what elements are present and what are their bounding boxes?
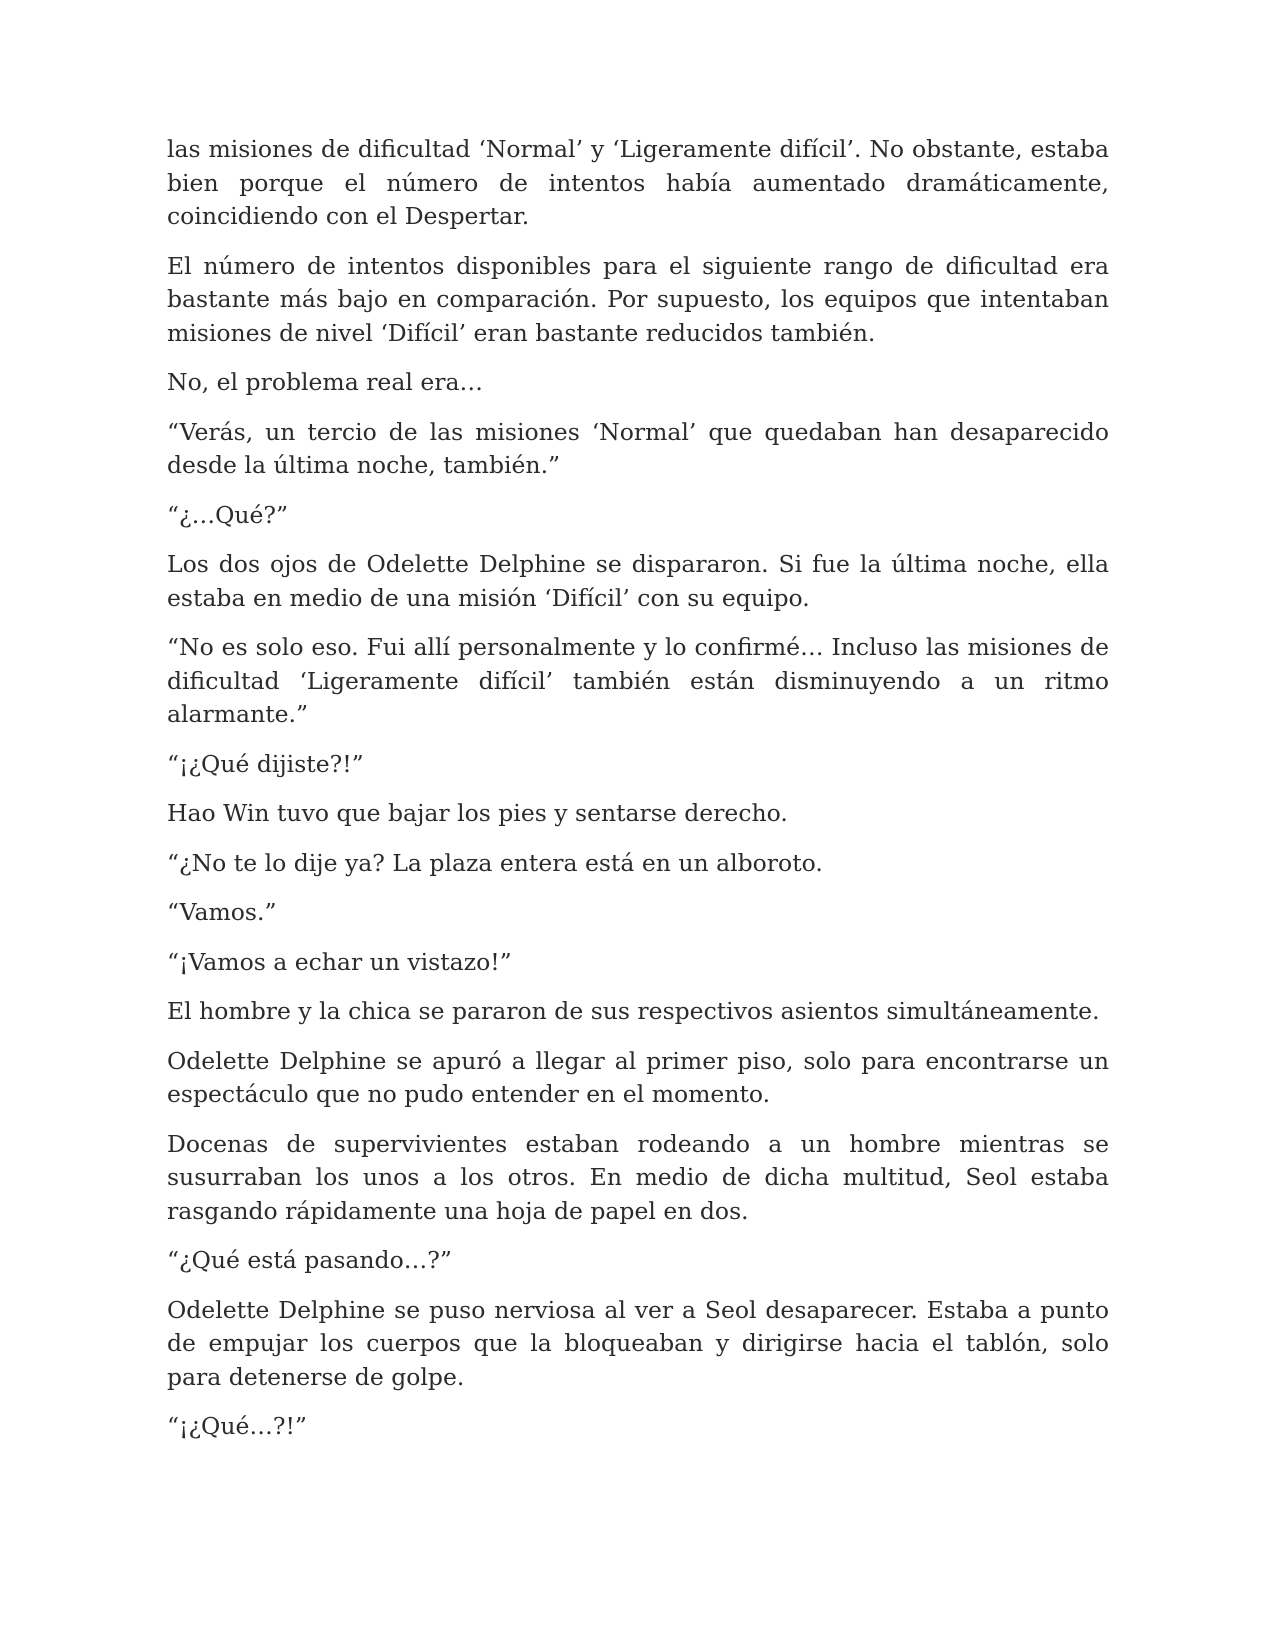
- paragraph: Los dos ojos de Odelette Delphine se dispararon. Si fue la última noche, ella estaba en medio de una misión ‘Difícil’ con su equipo.: [167, 550, 1109, 612]
- document-page: [167, 133, 1109, 1460]
- paragraph: El número de intentos disponibles para el siguiente rango de dificultad era bastante más bajo en comparación. Por supuesto, los equipos que intentaban misiones de nivel ‘Difícil’ eran bastante reducidos también.: [167, 251, 1109, 347]
- paragraph: “No es solo eso. Fui allí personalmente y lo confirmé… Incluso las misiones de dificultad ‘Ligeramente difícil’ también están disminuyendo a un ritmo alarmante.”: [167, 633, 1109, 728]
- paragraph: “¡Vamos a echar un vistazo!”: [167, 947, 512, 976]
- paragraph: “¿No te lo dije ya? La plaza entera está en un alboroto.: [167, 848, 823, 877]
- paragraph: “Verás, un tercio de las misiones ‘Normal’ que quedaban han desaparecido desde la última noche, también.”: [167, 417, 1109, 479]
- paragraph: Hao Win tuvo que bajar los pies y sentarse derecho.: [167, 799, 788, 827]
- paragraph: “Vamos.”: [167, 898, 277, 926]
- paragraph: “¿Qué está pasando…?”: [167, 1246, 452, 1274]
- paragraph: Docenas de supervivientes estaban rodeando a un hombre mientras se susurraban los unos a los otros. En medio de dicha multitud, Seol estaba rasgando rápidamente una hoja de papel en dos.: [167, 1129, 1109, 1225]
- paragraph: Odelette Delphine se apuró a llegar al primer piso, solo para encontrarse un espectáculo que no pudo entender en el momento.: [167, 1046, 1109, 1108]
- paragraph: El hombre y la chica se pararon de sus respectivos asientos simultáneamente.: [167, 997, 1100, 1025]
- paragraph: “¡¿Qué…?!”: [167, 1412, 307, 1440]
- paragraph: “¿…Qué?”: [167, 500, 289, 529]
- paragraph: las misiones de dificultad ‘Normal’ y ‘Ligeramente difícil’. No obstante, estaba bien porque el número de intentos había aumentado dramáticamente, coincidiendo con el Despertar.: [167, 135, 1109, 230]
- paragraph: “¡¿Qué dijiste?!”: [167, 749, 364, 778]
- paragraph: No, el problema real era…: [167, 368, 483, 396]
- paragraph: Odelette Delphine se puso nerviosa al ver a Seol desaparecer. Estaba a punto de empujar los cuerpos que la bloqueaban y dirigirse hacia el tablón, solo para detenerse de golpe.: [167, 1295, 1109, 1391]
